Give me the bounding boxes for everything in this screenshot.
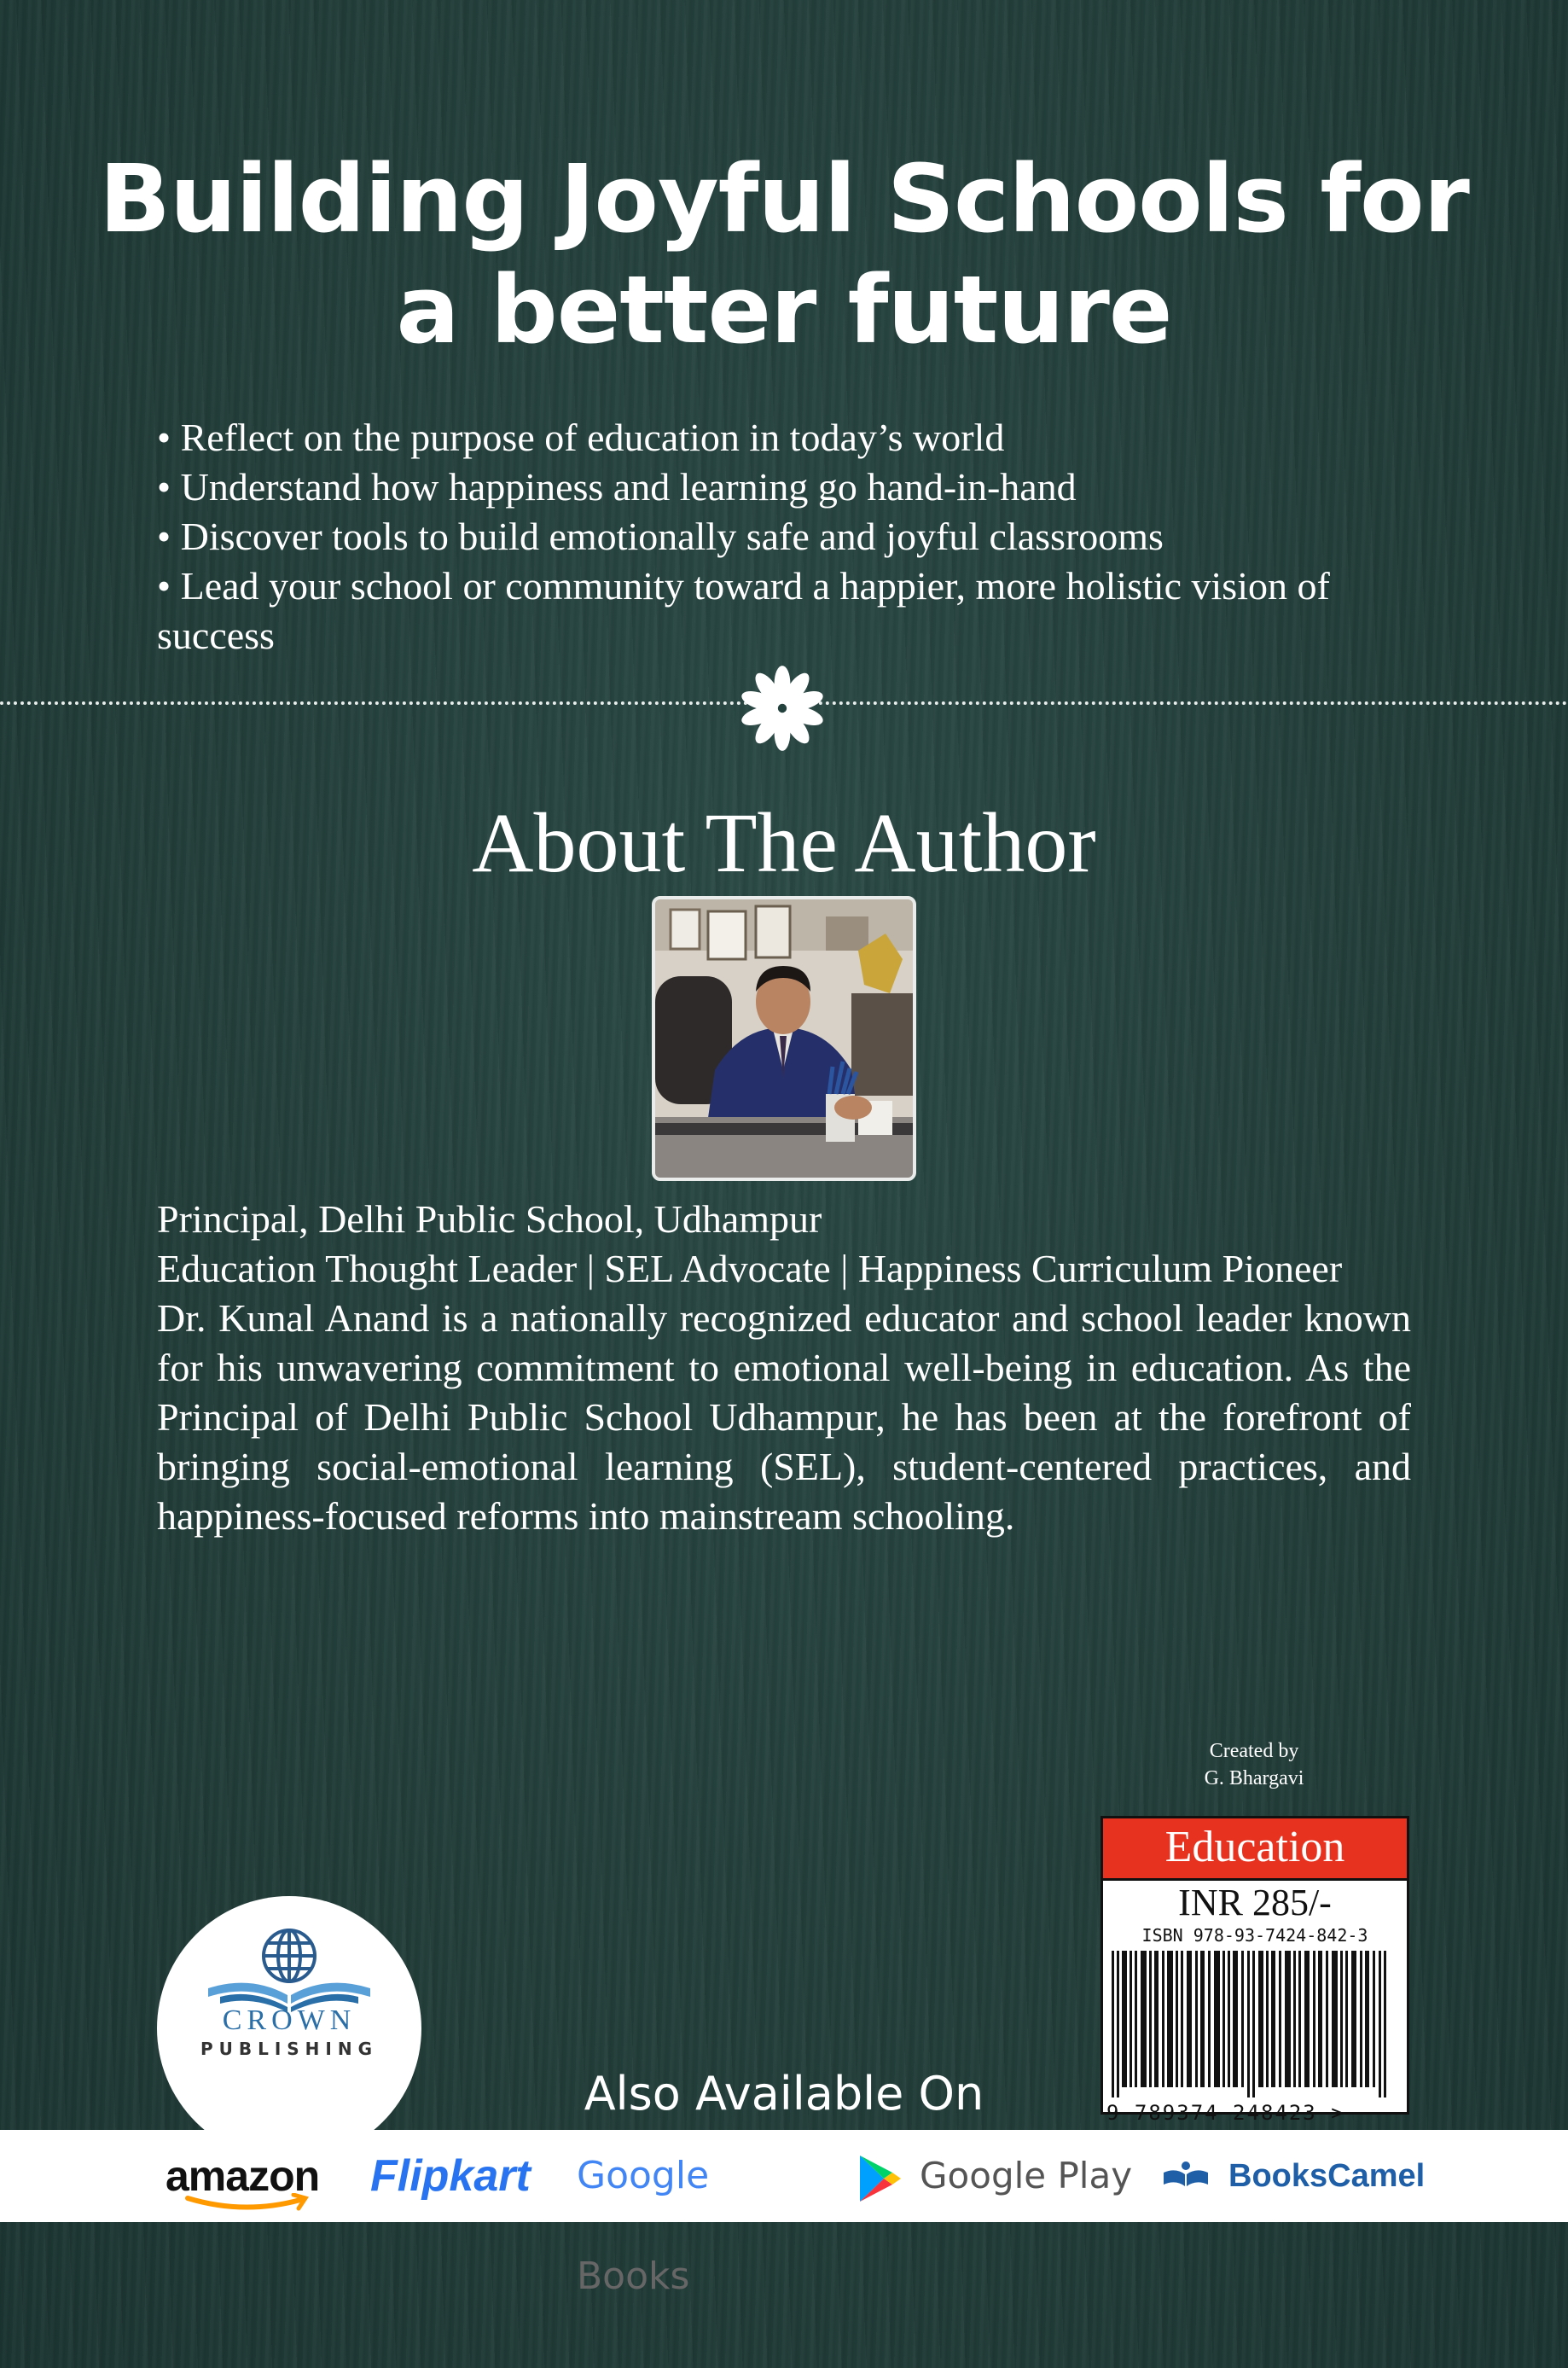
flipkart-wordmark: Flipkart — [370, 2151, 531, 2201]
barcode-digits: 9 789374 248423 > — [1106, 2101, 1345, 2125]
author-role: Principal, Delhi Public School, Udhampur — [157, 1197, 822, 1241]
bullet-item: • Discover tools to build emotionally safe and joyful classrooms — [157, 515, 1164, 558]
about-author-heading: About The Author — [472, 795, 1096, 890]
also-available-heading: Also Available On — [584, 2067, 984, 2121]
google-play-logo[interactable] — [857, 2130, 1138, 2222]
author-photo — [652, 896, 916, 1181]
flower-ornament-icon — [738, 664, 827, 753]
author-tagline: Education Thought Leader | SEL Advocate | Happiness Curriculum Pioneer — [157, 1247, 1343, 1290]
bookscamel-wordmark: BooksCamel — [1228, 2158, 1426, 2194]
title-line-1: Building Joyful Schools for — [99, 144, 1469, 253]
open-book-icon — [1160, 2161, 1211, 2191]
author-bio-section — [157, 1195, 1411, 1541]
bullet-item: • Reflect on the purpose of education in today’s world — [157, 416, 1005, 459]
publisher-subtitle: PUBLISHING — [200, 2039, 379, 2059]
isbn-label: ISBN 978-93-7424-842-3 — [1141, 1925, 1368, 1946]
store-logo-bar — [0, 2130, 1568, 2298]
title-line-2: a better future — [396, 255, 1172, 364]
back-cover-title — [0, 143, 1568, 365]
author-portrait-image — [655, 899, 913, 1178]
amazon-logo[interactable] — [166, 2130, 336, 2222]
flipkart-logo[interactable] — [370, 2130, 549, 2222]
price-label: INR 285/- — [1178, 1882, 1332, 1923]
google-books-google: Google — [577, 2154, 710, 2197]
bullet-item: • Lead your school or community toward a happier, more holistic vision of success — [157, 564, 1330, 657]
google-books-books: Books — [577, 2255, 690, 2298]
bookscamel-logo[interactable] — [1160, 2130, 1426, 2222]
category-label: Education — [1103, 1818, 1407, 1881]
google-play-wordmark: Google Play — [920, 2155, 1133, 2196]
bullet-item: • Understand how happiness and learning go hand-in-hand — [157, 465, 1077, 509]
publisher-name: CROWN — [222, 2004, 357, 2036]
author-bio: Dr. Kunal Anand is a nationally recognized educator and school leader known for his unwavering commitment to emotional well-being in education. As the Principal of Delhi Public School Udhampur, he has been at the forefront of bringing social-emotional learning (SEL), student-centered practices, and happiness-focused reforms into mainstream schooling. — [157, 1296, 1411, 1538]
bullet-list — [157, 413, 1411, 660]
google-play-icon — [857, 2154, 903, 2203]
credit-label: Created by — [1209, 1740, 1299, 1762]
credit-name: G. Bhargavi — [1204, 1767, 1304, 1789]
amazon-smile-icon — [184, 2193, 312, 2214]
design-credit — [1143, 1737, 1365, 1792]
amazon-wordmark: amazon — [166, 2152, 320, 2200]
google-books-logo[interactable] — [577, 2130, 824, 2298]
